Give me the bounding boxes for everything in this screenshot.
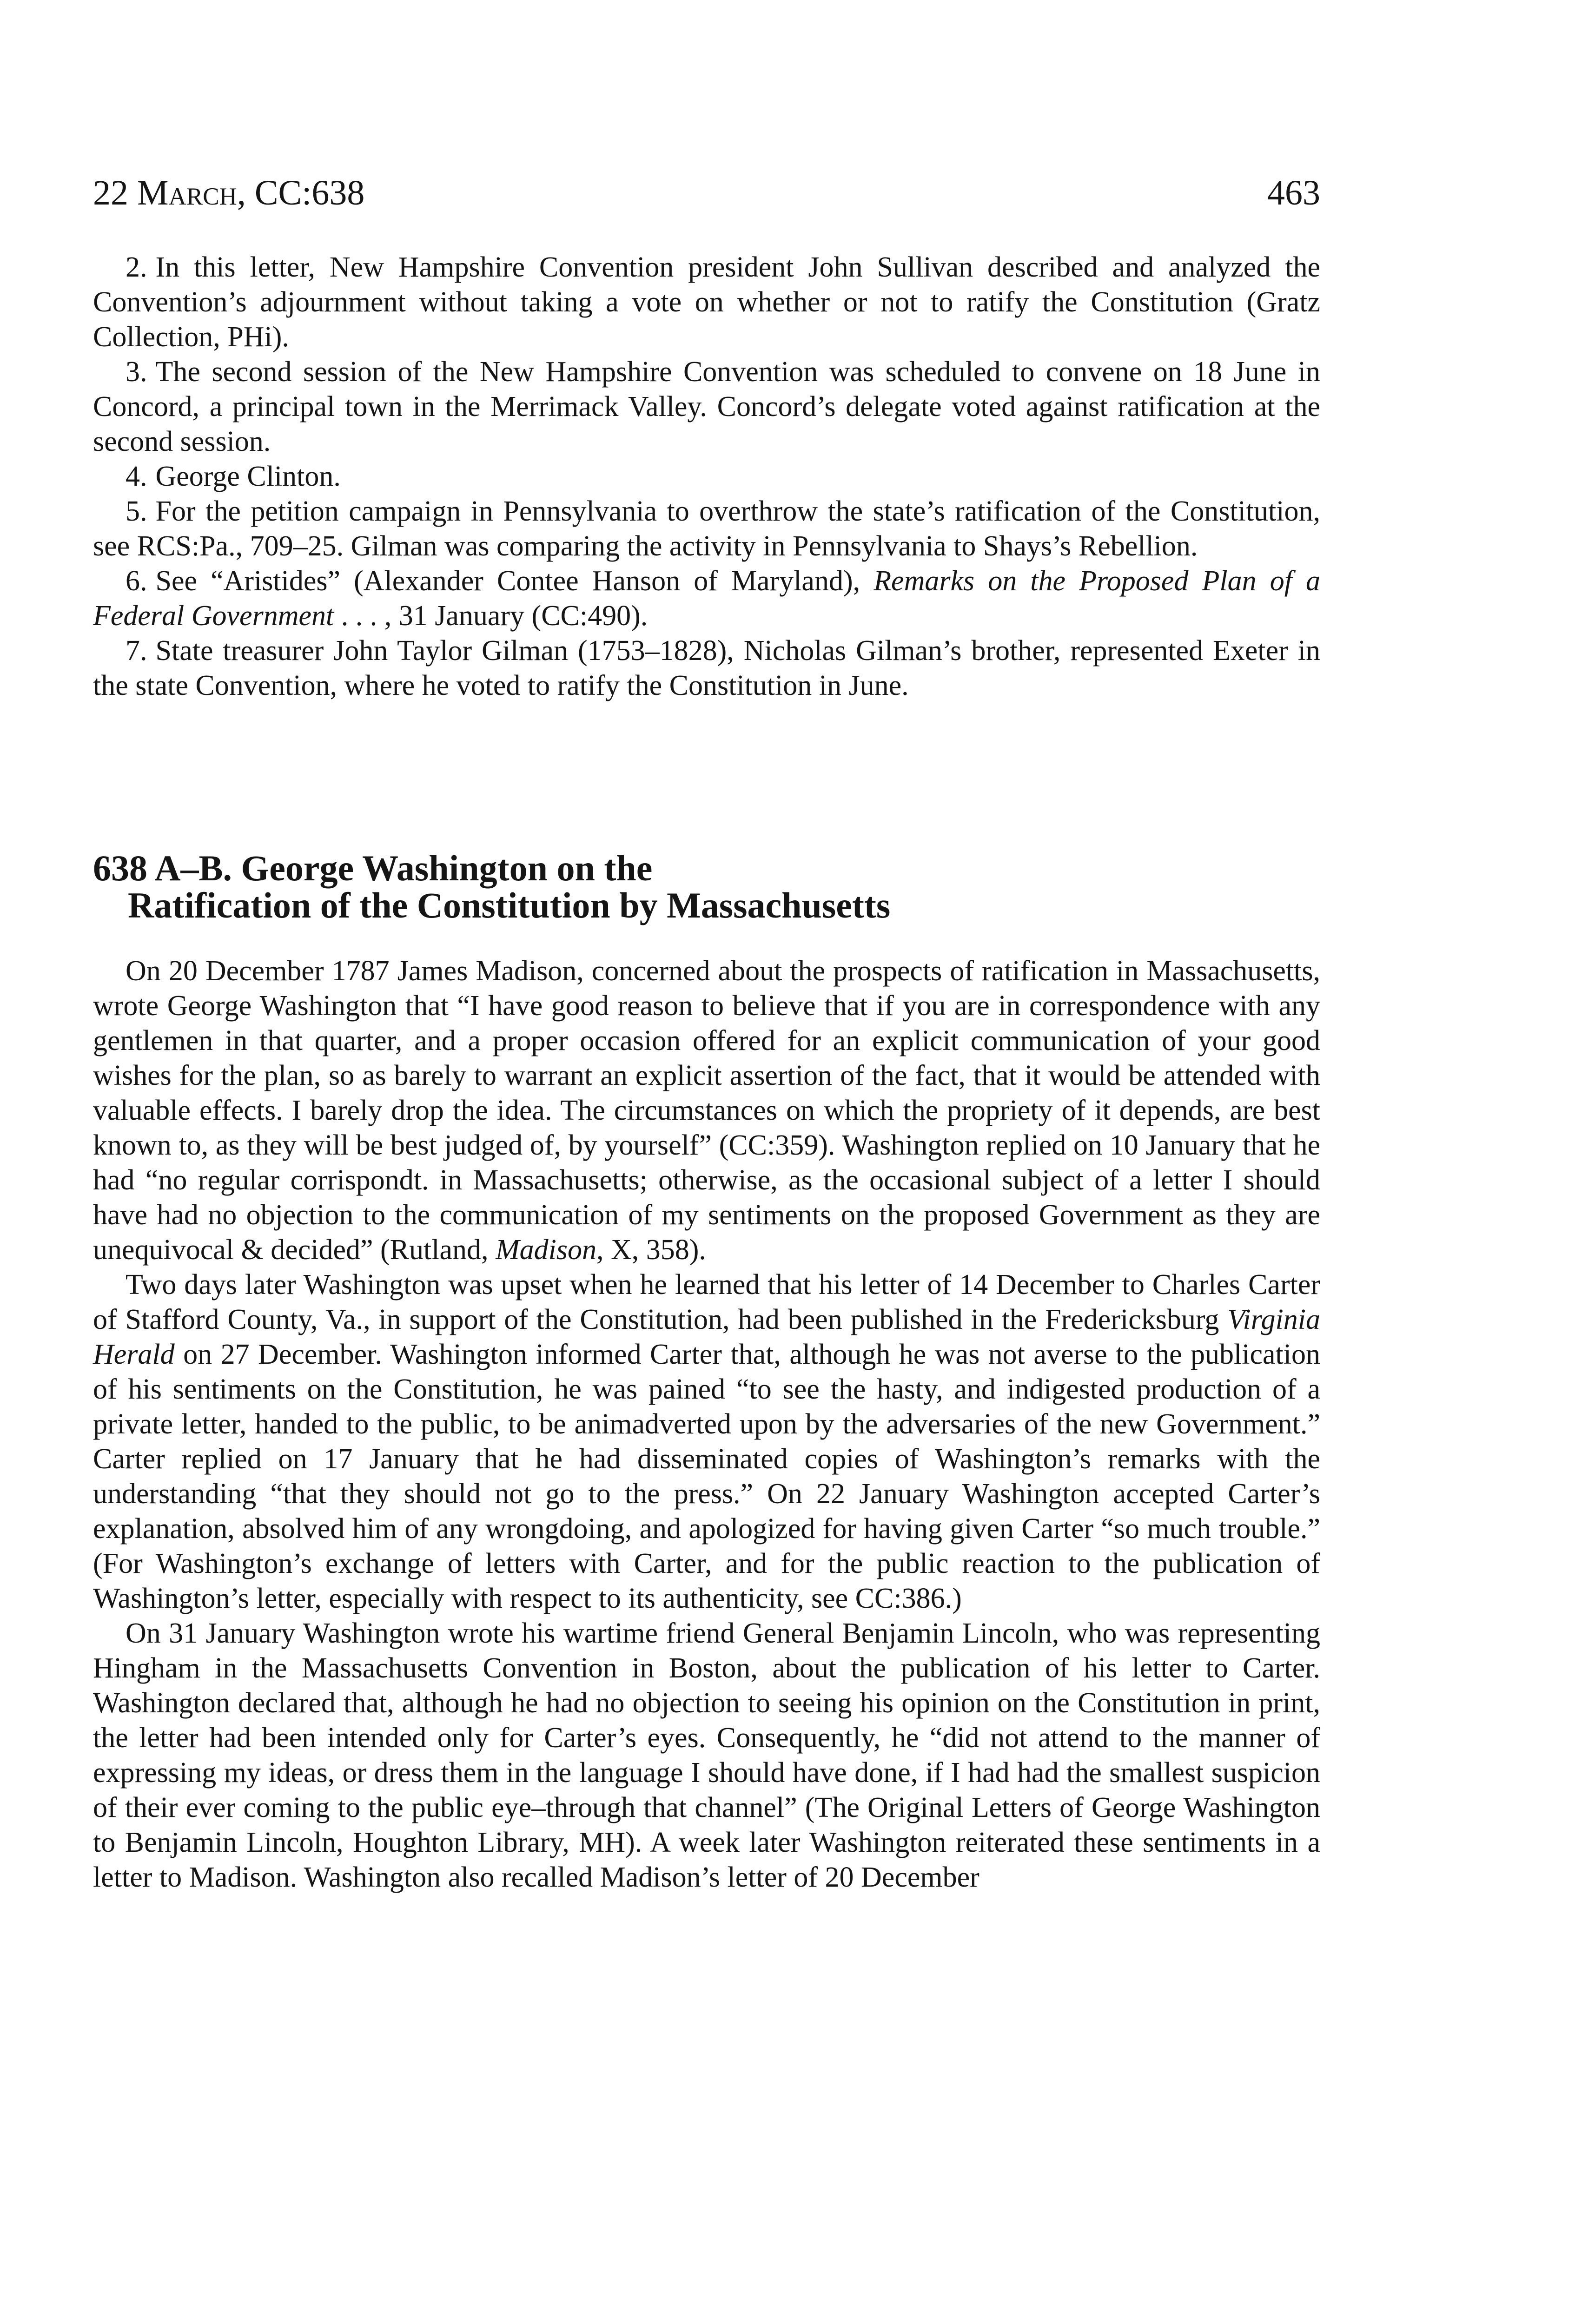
note-text: For the petition campaign in Pennsylvania to overthrow the state’s ratification of the Constitution, see RCS:Pa., 709–25. Gilman was comparing the activity in Pennsylvania to Shays’s Rebellion.	[93, 495, 1320, 562]
note-number: 7.	[126, 635, 147, 667]
paragraph-2	[93, 1268, 1320, 1616]
running-head	[93, 172, 1320, 214]
note-3	[93, 355, 1320, 459]
note-7	[93, 634, 1320, 703]
body-text	[93, 954, 1320, 1895]
paragraph-text: Two days later Washington was upset when he learned that his letter of 14 December to Charles Carter of Stafford County, Va., in support of the Constitution, had been published in the Fredericksburg	[93, 1269, 1320, 1335]
note-text: See “Aristides” (Alexander Contee Hanson of Maryland),	[155, 565, 874, 597]
paragraph-text: on 27 December. Washington informed Carter that, although he was not averse to the publication of his sentiments on the Constitution, he was pained “to see the hasty, and indigested production of a private letter, handed to the public, to be animadverted upon by the adversaries of the new Government.” Carter replied on 17 January that he had disseminated copies of Washington’s remarks with the understanding “that they should not go to the press.” On 22 January Washington accepted Carter’s explanation, absolved him of any wrongdoing, and apologized for having given Carter “so much trouble.” (For Washington’s exchange of letters with Carter, and for the public reaction to the publication of Washington’s letter, especially with respect to its authenticity, see CC:386.)	[93, 1339, 1320, 1614]
note-number: 5.	[126, 495, 147, 527]
footnotes	[93, 250, 1320, 703]
running-head-date: 22 March, CC:638	[93, 173, 365, 212]
section-heading-line2: Ratification of the Constitution by Massachusetts	[128, 885, 891, 925]
note-number: 3.	[126, 356, 147, 388]
note-5	[93, 494, 1320, 564]
section-heading-line1: 638 A–B. George Washington on the	[93, 848, 653, 888]
note-text: George Clinton.	[155, 461, 341, 492]
page-number: 463	[1267, 173, 1320, 212]
note-title-italic: Remarks on the Proposed Plan of a Federal Government	[93, 565, 1320, 632]
note-text: In this letter, New Hampshire Convention president John Sullivan described and analyzed the Convention’s adjournment without taking a vote on whether or not to ratify the Constitution (Gratz Collection, PHi).	[93, 251, 1320, 353]
note-number: 2.	[126, 251, 147, 283]
paragraph-text: , X, 358).	[596, 1234, 706, 1266]
newspaper-title-italic: Virginia Herald	[93, 1304, 1320, 1370]
note-4	[93, 459, 1320, 494]
note-2	[93, 250, 1320, 355]
note-text: State treasurer John Taylor Gilman (1753–1828), Nicholas Gilman’s brother, represented Exeter in the state Convention, where he voted to ratify the Constitution in June.	[93, 635, 1320, 701]
section-heading	[93, 850, 1320, 924]
note-text: . . . , 31 January (CC:490).	[334, 600, 648, 632]
citation-italic: Madison	[496, 1234, 597, 1266]
note-6	[93, 564, 1320, 634]
note-number: 4.	[126, 461, 147, 492]
paragraph-1	[93, 954, 1320, 1268]
paragraph-text: On 20 December 1787 James Madison, concerned about the prospects of ratification in Massachusetts, wrote George Washington that “I have good reason to believe that if you are in correspondence with any gentlemen in that quarter, and a proper occasion offered for an explicit communication of your good wishes for the plan, so as barely to warrant an explicit assertion of the fact, that it would be attended with valuable effects. I barely drop the idea. The circumstances on which the propriety of it depends, are best known to, as they will be best judged of, by yourself” (CC:359). Washington replied on 10 January that he had “no regular corrispondt. in Massachusetts; otherwise, as the occasional subject of a letter I should have had no objection to the communication of my sentiments on the proposed Government as they are unequivocal & decided” (Rutland,	[93, 955, 1320, 1266]
note-text: The second session of the New Hampshire Convention was scheduled to convene on 18 June in Concord, a principal town in the Merrimack Valley. Concord’s delegate voted against ratification at the second session.	[93, 356, 1320, 457]
note-number: 6.	[126, 565, 147, 597]
paragraph-3: On 31 January Washington wrote his wartime friend General Benjamin Lincoln, who was representing Hingham in the Massachusetts Convention in Boston, about the publication of his letter to Carter. Washington declared that, although he had no objection to seeing his opinion on the Constitution in print, the letter had been intended only for Carter’s eyes. Consequently, he “did not attend to the manner of expressing my ideas, or dress them in the language I should have done, if I had had the smallest suspicion of their ever coming to the public eye–through that channel” (The Original Letters of George Washington to Benjamin Lincoln, Houghton Library, MH). A week later Washington reiterated these sentiments in a letter to Madison. Washington also recalled Madison’s letter of 20 December	[93, 1618, 1320, 1893]
